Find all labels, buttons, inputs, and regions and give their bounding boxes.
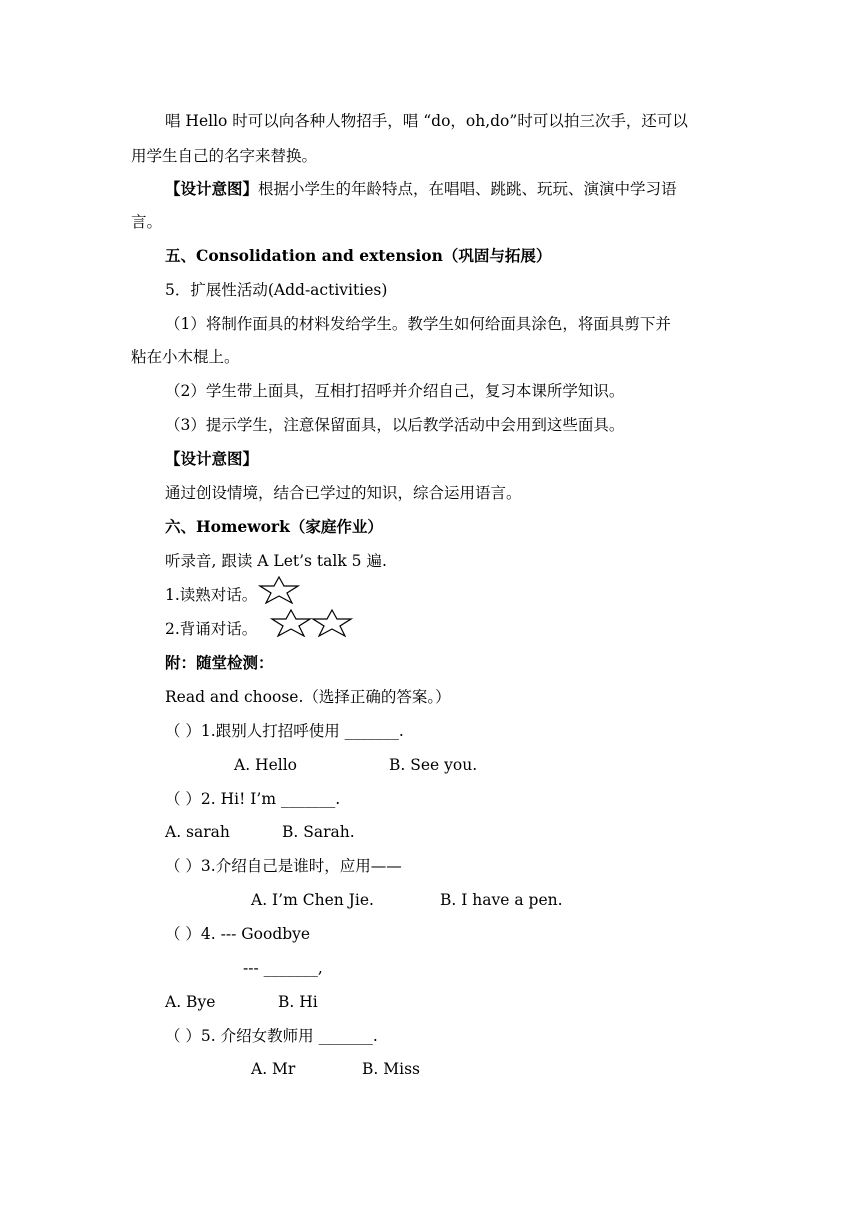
star-icon xyxy=(258,576,300,604)
homework-item-1: 1.读熟对话。 xyxy=(165,586,258,604)
appendix-heading: 附：随堂检测： xyxy=(165,653,274,672)
option-b: B. Miss xyxy=(362,1060,420,1078)
homework-intro: 听录音, 跟读 A Let’s talk 5 遍. xyxy=(165,552,387,570)
option-a: A. sarah xyxy=(165,823,230,841)
option-a: A. Hello xyxy=(234,756,297,774)
option-a: A. Bye xyxy=(165,993,216,1011)
question-4: （ ）4. --- Goodbye xyxy=(165,925,311,943)
option-b: B. Sarah. xyxy=(282,823,355,841)
question-2: （ ）2. Hi! I’m _______. xyxy=(165,790,341,808)
paragraph-line: 唱 Hello 时可以向各种人物招手，唱 “do，oh,do”时可以拍三次手，还可以 xyxy=(165,112,688,130)
section-heading-homework: 六、Homework（家庭作业） xyxy=(165,517,383,536)
section-heading-consolidation: 五、Consolidation and extension（巩固与拓展） xyxy=(165,246,552,265)
design-intent-label: 【设计意图】 xyxy=(165,179,259,198)
question-3: （ ）3.介绍自己是谁时，应用—— xyxy=(165,857,402,875)
question-4-reply: --- _______, xyxy=(243,959,323,977)
paragraph-line: 通过创设情境，结合已学过的知识，综合运用语言。 xyxy=(165,484,522,502)
option-b: B. I have a pen. xyxy=(440,891,563,909)
option-a: A. I’m Chen Jie. xyxy=(251,891,374,909)
paragraph-line: （2）学生带上面具，互相打招呼并介绍自己，复习本课所学知识。 xyxy=(165,382,625,400)
option-b: B. See you. xyxy=(389,756,478,774)
star-icon xyxy=(311,609,353,637)
homework-item-2: 2.背诵对话。 xyxy=(165,620,258,638)
design-intent-label: 【设计意图】 xyxy=(165,449,259,468)
paragraph-line xyxy=(165,179,677,199)
instructions: Read and choose.（选择正确的答案。） xyxy=(165,688,451,706)
star-icon xyxy=(270,609,312,637)
paragraph-line: （1）将制作面具的材料发给学生。教学生如何给面具涂色，将面具剪下并 xyxy=(165,315,671,333)
paragraph-line: 粘在小木棍上。 xyxy=(131,348,240,366)
design-intent-text: 根据小学生的年龄特点，在唱唱、跳跳、玩玩、演演中学习语 xyxy=(258,180,677,198)
question-1: （ ）1.跟别人打招呼使用 _______. xyxy=(165,722,404,740)
activity-heading: 5．扩展性活动(Add-activities) xyxy=(165,281,388,299)
option-a: A. Mr xyxy=(251,1060,296,1078)
question-5: （ ）5. 介绍女教师用 _______. xyxy=(165,1027,378,1045)
paragraph-line: 言。 xyxy=(131,213,163,231)
paragraph-line: 用学生自己的名字来替换。 xyxy=(131,147,318,165)
option-b: B. Hi xyxy=(278,993,318,1011)
paragraph-line: （3）提示学生，注意保留面具，以后教学活动中会用到这些面具。 xyxy=(165,416,625,434)
